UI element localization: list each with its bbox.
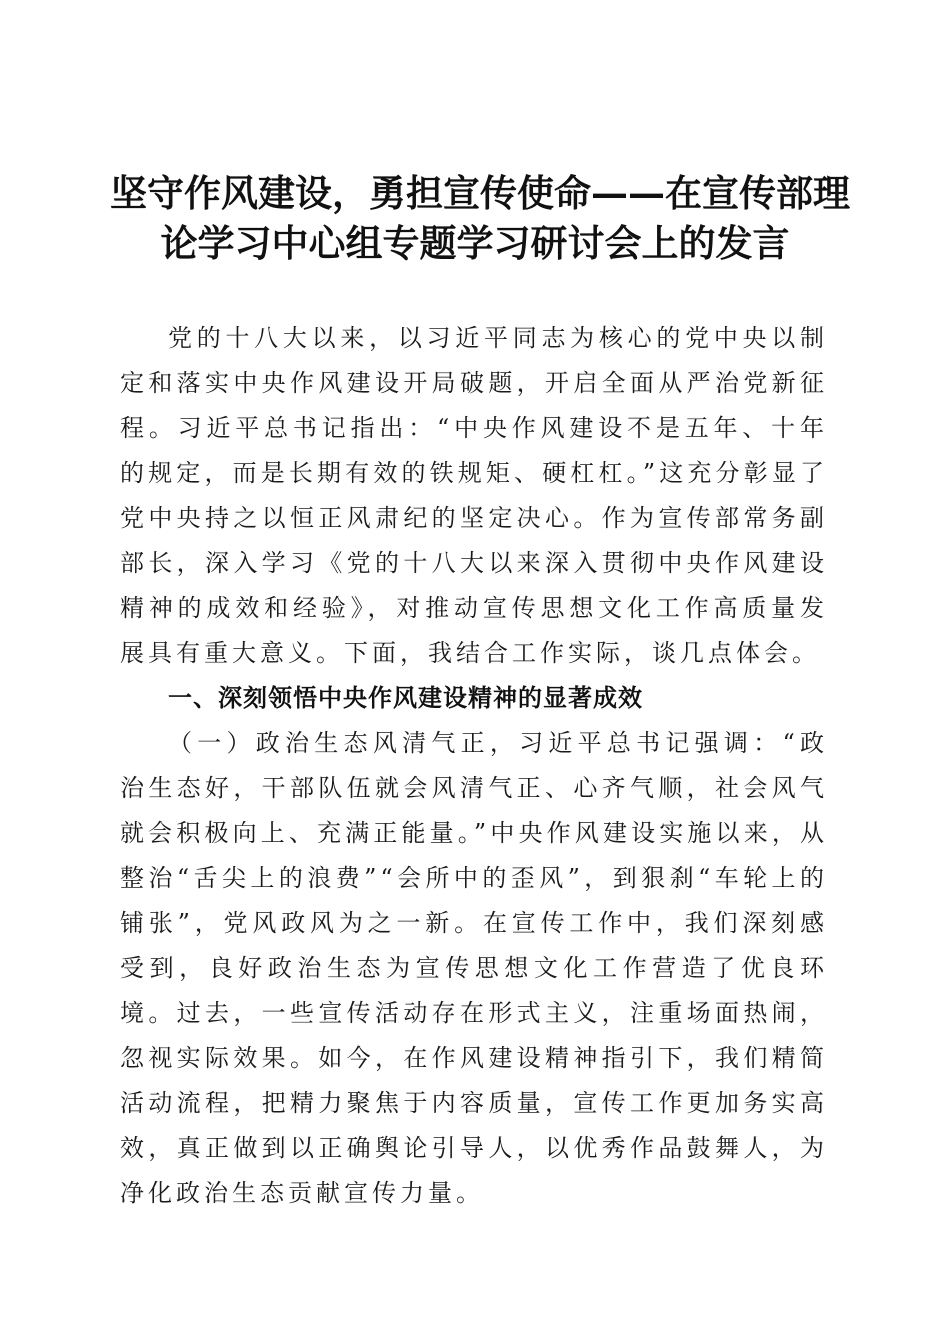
title-line-1: 坚守作风建设，勇担宣传使命——在宣传部理	[110, 171, 850, 215]
document-title	[110, 168, 850, 268]
title-line-2: 论学习中心组专题学习研讨会上的发言	[160, 221, 790, 265]
paragraph-intro: 党的十八大以来，以习近平同志为核心的党中央以制定和落实中央作风建设开局破题，开启全面从严治党新征程。习近平总书记指出：“中央作风建设不是五年、十年的规定，而是长期有效的铁规矩、硬杠杠。”这充分彰显了党中央持之以恒正风肃纪的坚定决心。作为宣传部常务副部长，深入学习《党的十八大以来深入贯彻中央作风建设精神的成效和经验》，对推动宣传思想文化工作高质量发展具有重大意义。下面，我结合工作实际，谈几点体会。	[120, 324, 828, 667]
document-body	[120, 316, 828, 1216]
section-heading-1: 一、深刻领悟中央作风建设精神的显著成效	[168, 684, 643, 712]
paragraph-section-1-1: （一）政治生态风清气正，习近平总书记强调：“政治生态好，干部队伍就会风清气正、心齐气顺，社会风气就会积极向上、充满正能量。”中央作风建设实施以来，从整治“舌尖上的浪费”“会所中的歪风”，到狠刹“车轮上的铺张”，党风政风为之一新。在宣传工作中，我们深刻感受到，良好政治生态为宣传思想文化工作营造了优良环境。过去，一些宣传活动存在形式主义，注重场面热闹，忽视实际效果。如今，在作风建设精神指引下，我们精简活动流程，把精力聚焦于内容质量，宣传工作更加务实高效，真正做到以正确舆论引导人，以优秀作品鼓舞人，为净化政治生态贡献宣传力量。	[120, 729, 828, 1207]
